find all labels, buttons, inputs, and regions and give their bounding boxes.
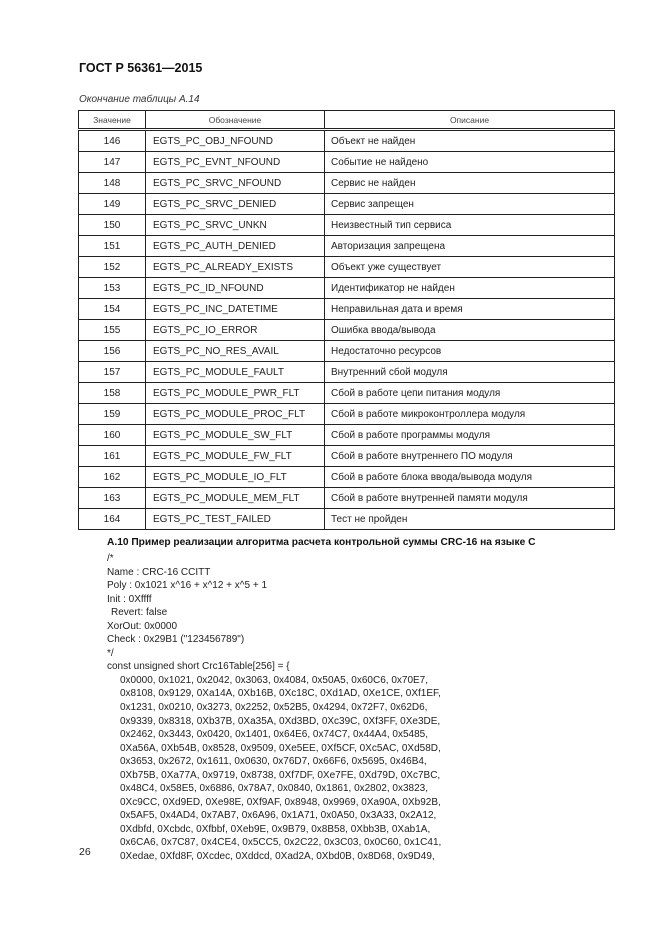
table-row — [79, 130, 615, 152]
cell-description: Сбой в работе программы модуля — [325, 425, 615, 446]
cell-name: EGTS_PC_ALREADY_EXISTS — [146, 257, 325, 278]
document-standard-id: ГОСТ Р 56361—2015 — [79, 61, 203, 75]
cell-description: Событие не найдено — [325, 152, 615, 173]
cell-value: 147 — [79, 152, 146, 173]
code-line: 0x6CA6, 0x7C87, 0x4CE4, 0x5CC5, 0x2C22, 0x3C03, 0x0C60, 0x1C41, — [120, 837, 442, 849]
table-row — [79, 320, 615, 341]
cell-name: EGTS_PC_MODULE_MEM_FLT — [146, 488, 325, 509]
table-row — [79, 509, 615, 530]
cell-name: EGTS_PC_IO_ERROR — [146, 320, 325, 341]
table-row — [79, 446, 615, 467]
column-header-description: Описание — [325, 111, 615, 130]
cell-value: 150 — [79, 215, 146, 236]
table-caption: Окончание таблицы А.14 — [79, 94, 200, 105]
code-line: const unsigned short Crc16Table[256] = { — [107, 661, 290, 673]
cell-description: Недостаточно ресурсов — [325, 341, 615, 362]
cell-name: EGTS_PC_AUTH_DENIED — [146, 236, 325, 257]
cell-value: 151 — [79, 236, 146, 257]
table-row — [79, 152, 615, 173]
table-row — [79, 194, 615, 215]
cell-value: 146 — [79, 130, 146, 152]
cell-value: 153 — [79, 278, 146, 299]
table-row — [79, 425, 615, 446]
cell-value: 162 — [79, 467, 146, 488]
cell-value: 158 — [79, 383, 146, 404]
cell-description: Идентификатор не найден — [325, 278, 615, 299]
column-header-value: Значение — [79, 111, 146, 130]
cell-name: EGTS_PC_INC_DATETIME — [146, 299, 325, 320]
cell-name: EGTS_PC_MODULE_FW_FLT — [146, 446, 325, 467]
cell-value: 157 — [79, 362, 146, 383]
cell-name: EGTS_PC_MODULE_FAULT — [146, 362, 325, 383]
cell-value: 164 — [79, 509, 146, 530]
code-line: 0Xc9CC, 0Xd9ED, 0Xe98E, 0Xf9AF, 0x8948, 0x9969, 0Xa90A, 0Xb92B, — [120, 796, 441, 808]
cell-description: Сбой в работе блока ввода/вывода модуля — [325, 467, 615, 488]
code-listing — [107, 552, 441, 864]
code-line: Check : 0x29B1 ("123456789") — [107, 634, 245, 646]
code-line: 0Xedae, 0Xfd8F, 0Xcdec, 0Xddcd, 0Xad2A, 0Xbd0B, 0x8D68, 0x9D49, — [120, 851, 435, 863]
cell-name: EGTS_PC_SRVC_DENIED — [146, 194, 325, 215]
column-header-name: Обозначение — [146, 111, 325, 130]
cell-value: 163 — [79, 488, 146, 509]
cell-value: 155 — [79, 320, 146, 341]
table-row — [79, 341, 615, 362]
cell-description: Сервис запрещен — [325, 194, 615, 215]
code-line: Poly : 0x1021 x^16 + x^12 + x^5 + 1 — [107, 580, 268, 592]
code-line: /* — [107, 553, 114, 564]
cell-description: Сбой в работе цепи питания модуля — [325, 383, 615, 404]
code-line: 0x8108, 0x9129, 0Xa14A, 0Xb16B, 0Xc18C, 0Xd1AD, 0Xe1CE, 0Xf1EF, — [120, 688, 441, 700]
table-row — [79, 257, 615, 278]
table-row — [79, 404, 615, 425]
code-line: 0Xdbfd, 0Xcbdc, 0Xfbbf, 0Xeb9E, 0x9B79, 0x8B58, 0Xbb3B, 0Xab1A, — [120, 823, 431, 835]
cell-description: Ошибка ввода/вывода — [325, 320, 615, 341]
code-line: Name : CRC-16 CCITT — [107, 566, 211, 578]
cell-description: Неправильная дата и время — [325, 299, 615, 320]
code-line: Revert: false — [111, 607, 168, 619]
cell-value: 160 — [79, 425, 146, 446]
table-header-row — [79, 111, 615, 130]
table-row — [79, 383, 615, 404]
cell-value: 161 — [79, 446, 146, 467]
cell-name: EGTS_PC_TEST_FAILED — [146, 509, 325, 530]
table-row — [79, 299, 615, 320]
table-row — [79, 278, 615, 299]
cell-description: Внутренний сбой модуля — [325, 362, 615, 383]
cell-name: EGTS_PC_SRVC_NFOUND — [146, 173, 325, 194]
page-number: 26 — [79, 846, 91, 858]
table-row — [79, 215, 615, 236]
cell-description: Неизвестный тип сервиса — [325, 215, 615, 236]
result-codes-table — [78, 110, 615, 530]
code-line: 0Xb75B, 0Xa77A, 0x9719, 0x8738, 0Xf7DF, 0Xe7FE, 0Xd79D, 0Xc7BC, — [120, 769, 441, 781]
cell-name: EGTS_PC_NO_RES_AVAIL — [146, 341, 325, 362]
code-line: 0x0000, 0x1021, 0x2042, 0x3063, 0x4084, 0x50A5, 0x60C6, 0x70E7, — [120, 674, 429, 686]
table-body — [79, 130, 615, 530]
table-row — [79, 362, 615, 383]
code-line: 0x3653, 0x2672, 0x1611, 0x0630, 0x76D7, 0x66F6, 0x5695, 0x46B4, — [120, 756, 427, 768]
cell-name: EGTS_PC_EVNT_NFOUND — [146, 152, 325, 173]
code-line: 0Xa56A, 0Xb54B, 0x8528, 0x9509, 0Xe5EE, 0Xf5CF, 0Xc5AC, 0Xd58D, — [120, 742, 441, 754]
table-row — [79, 173, 615, 194]
cell-description: Сбой в работе внутреннего ПО модуля — [325, 446, 615, 467]
section-title: А.10 Пример реализации алгоритма расчета контрольной суммы CRC-16 на языке С — [107, 537, 536, 548]
code-line: Init : 0Xffff — [107, 593, 152, 605]
cell-value: 159 — [79, 404, 146, 425]
code-line: */ — [107, 647, 114, 659]
cell-description: Объект не найден — [325, 130, 615, 152]
cell-name: EGTS_PC_MODULE_SW_FLT — [146, 425, 325, 446]
cell-value: 152 — [79, 257, 146, 278]
table-row — [79, 236, 615, 257]
cell-name: EGTS_PC_ID_NFOUND — [146, 278, 325, 299]
table-row — [79, 488, 615, 509]
cell-name: EGTS_PC_SRVC_UNKN — [146, 215, 325, 236]
code-line: 0x48C4, 0x58E5, 0x6886, 0x78A7, 0x0840, 0x1861, 0x2802, 0x3823, — [120, 783, 429, 795]
cell-description: Сбой в работе микроконтроллера модуля — [325, 404, 615, 425]
code-line: 0x9339, 0x8318, 0Xb37B, 0Xa35A, 0Xd3BD, 0Xc39C, 0Xf3FF, 0Xe3DE, — [120, 715, 441, 727]
cell-name: EGTS_PC_MODULE_IO_FLT — [146, 467, 325, 488]
cell-value: 148 — [79, 173, 146, 194]
cell-description: Сервис не найден — [325, 173, 615, 194]
cell-value: 156 — [79, 341, 146, 362]
cell-description: Тест не пройден — [325, 509, 615, 530]
code-line: XorOut: 0x0000 — [107, 620, 178, 632]
code-line: 0x5AF5, 0x4AD4, 0x7AB7, 0x6A96, 0x1A71, 0x0A50, 0x3A33, 0x2A12, — [120, 810, 437, 822]
cell-value: 149 — [79, 194, 146, 215]
cell-name: EGTS_PC_OBJ_NFOUND — [146, 130, 325, 152]
code-line: 0x1231, 0x0210, 0x3273, 0x2252, 0x52B5, 0x4294, 0x72F7, 0x62D6, — [120, 702, 428, 714]
cell-description: Объект уже существует — [325, 257, 615, 278]
table-row — [79, 467, 615, 488]
code-line: 0x2462, 0x3443, 0x0420, 0x1401, 0x64E6, 0x74C7, 0x44A4, 0x5485, — [120, 729, 429, 741]
cell-description: Сбой в работе внутренней памяти модуля — [325, 488, 615, 509]
cell-name: EGTS_PC_MODULE_PROC_FLT — [146, 404, 325, 425]
cell-description: Авторизация запрещена — [325, 236, 615, 257]
cell-value: 154 — [79, 299, 146, 320]
cell-name: EGTS_PC_MODULE_PWR_FLT — [146, 383, 325, 404]
